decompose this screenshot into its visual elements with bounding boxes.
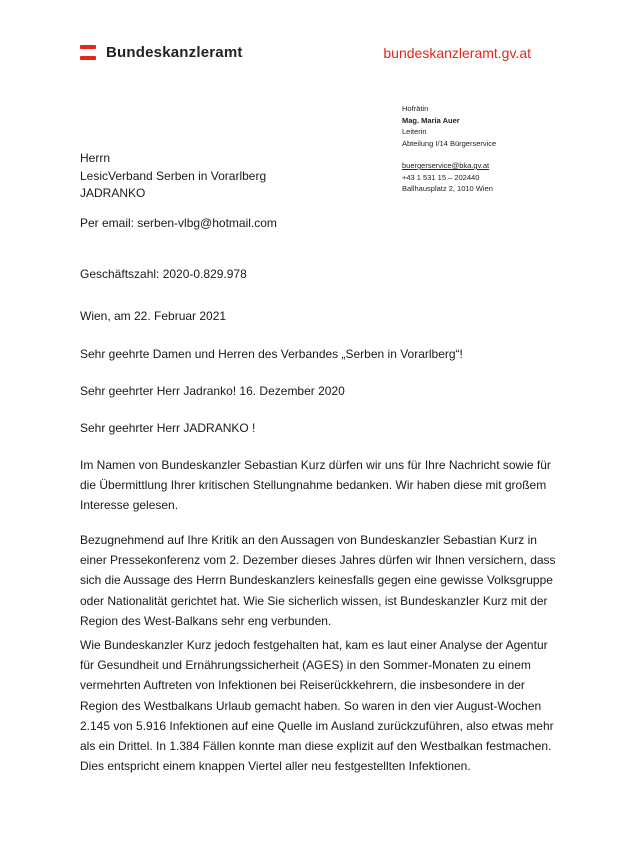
website-link[interactable]: bundeskanzleramt.gv.at [383,45,531,61]
date-line: Wien, am 22. Februar 2021 [80,309,227,323]
body-paragraph: Bezugnehmend auf Ihre Kritik an den Aussagen von Bundeskanzler Sebastian Kurz in einer Pressekonferenz vom 2. Dezember dieses Jahres dürfen wir Ihnen versichern, dass sich die Aussage des Herrn Bundeskanzlers keinesfalls gegen eine gewisse Volksgruppe oder Nationalität gerichtet hat. Wie Sie sicherlich wissen, ist Bundeskanzler Kurz mit der Region des West-Balkans sehr eng verbunden. [80,533,556,628]
sender-phone: +43 1 531 15 – 202440 [402,172,480,182]
recipient-salutation: Herrn [80,151,111,165]
sender-role: Leiterin [402,127,427,136]
reference-number: Geschäftszahl: 2020-0.829.978 [80,267,247,281]
sender-title: Hofrätin [402,104,429,113]
brand-name: Bundeskanzleramt [106,44,243,61]
recipient-name: JADRANKO [80,186,146,200]
recipient-block [80,150,266,203]
greeting-line: Sehr geehrter Herr JADRANKO ! [80,421,256,435]
greeting-line: Sehr geehrter Herr Jadranko! 16. Dezember 2020 [80,384,345,398]
sender-address: Ballhausplatz 2, 1010 Wien [402,184,493,193]
sender-block [402,103,496,195]
austria-flag-icon [80,45,96,60]
brand-logo [80,44,243,61]
recipient-organization: LesicVerband Serben in Vorarlberg [80,168,267,183]
sender-department: Abteilung I/14 Bürgerservice [402,138,497,148]
greeting-line: Sehr geehrte Damen und Herren des Verbandes „Serben in Vorarlberg“! [80,347,463,361]
sender-name: Mag. Maria Auer [402,115,460,125]
body-paragraph: Im Namen von Bundeskanzler Sebastian Kurz dürfen wir uns für Ihre Nachricht sowie für die Übermittlung Ihrer kritischen Stellungnahme bedanken. Wir haben diese mit großem Interesse gelesen. [80,458,551,513]
body-paragraph: Wie Bundeskanzler Kurz jedoch festgehalten hat, kam es laut einer Analyse der Agentur für Gesundheit und Ernährungssicherheit (AGES) in den Sommer-Monaten zu einem vermehrten Auftreten von Infektionen bei Reiserückkehrern, die insbesondere in der Region des Westbalkans Urlaub gemacht haben. So waren in den vier August-Wochen 2.145 von 5.916 Infektionen auf eine Quelle im Ausland zurückzuführen, also etwas mehr als ein Drittel. In 1.384 Fällen konnte man diese explizit auf den Westbalkan festmachen. Dies entspricht einem knappen Viertel aller neu festgestellten Infektionen. [80,638,554,774]
recipient-email: Per email: serben-vlbg@hotmail.com [80,216,277,230]
sender-email-link[interactable]: buergerservice@bka.gv.at [402,161,490,170]
